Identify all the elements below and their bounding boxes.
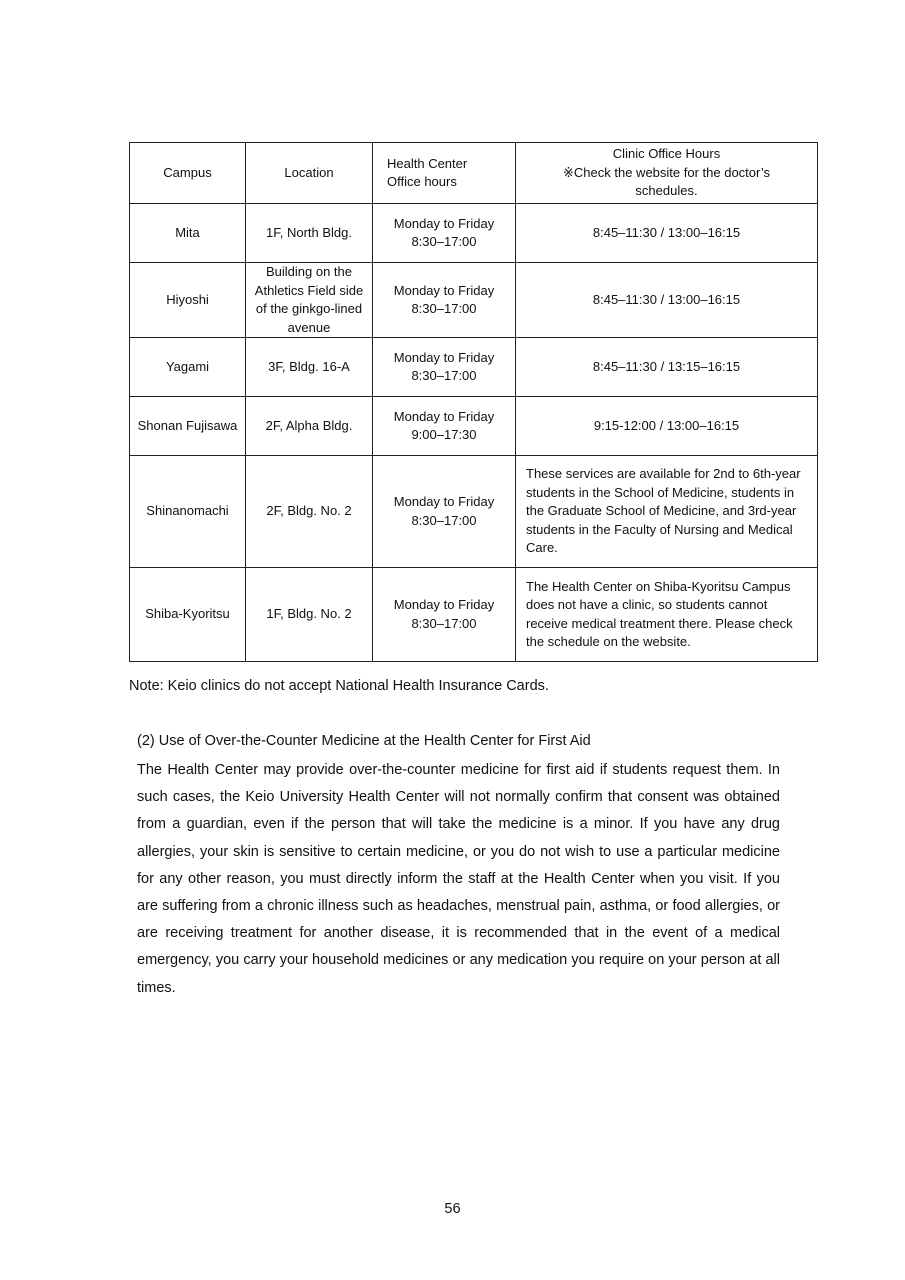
office-time: 9:00–17:30 (411, 427, 477, 442)
location-cell: 2F, Alpha Bldg. (246, 397, 373, 456)
location-cell: 3F, Bldg. 16-A (246, 338, 373, 397)
office-days: Monday to Friday (393, 494, 495, 509)
clinic-hours-cell: 8:45–11:30 / 13:15–16:15 (516, 338, 818, 397)
table-row (130, 204, 818, 263)
page-number: 56 (444, 1201, 461, 1217)
office-hours-cell (373, 263, 516, 338)
section-title: (2) Use of Over-the-Counter Medicine at the Health Center for First Aid (137, 733, 591, 749)
clinic-hours-cell: The Health Center on Shiba-Kyoritsu Campus does not have a clinic, so students cannot receive medical treatment there. Please check the schedule on the website. (516, 568, 818, 662)
location-cell: 1F, Bldg. No. 2 (246, 568, 373, 662)
campus-cell: Shonan Fujisawa (130, 397, 246, 456)
header-clinic-line1: Clinic Office Hours (612, 146, 721, 162)
campus-cell: Mita (130, 204, 246, 263)
clinic-hours-cell: 8:45–11:30 / 13:00–16:15 (516, 263, 818, 338)
insurance-note: Note: Keio clinics do not accept National Health Insurance Cards. (129, 678, 549, 694)
office-days: Monday to Friday (393, 215, 495, 231)
header-health-center-hours (373, 143, 516, 204)
header-clinic-hours (516, 143, 818, 204)
office-days: Monday to Friday (393, 349, 495, 365)
office-time: 8:30–17:00 (411, 615, 477, 631)
office-time: 8:30–17:00 (411, 301, 477, 316)
office-hours-cell (373, 338, 516, 397)
office-hours-cell (373, 456, 516, 568)
clinic-hours-cell: 9:15-12:00 / 13:00–16:15 (516, 397, 818, 456)
clinic-hours-cell: These services are available for 2nd to 6th-year students in the School of Medicine, students in the Graduate School of Medicine, and 3rd-year students in the Faculty of Nursing and Medical Care. (516, 456, 818, 568)
office-days: Monday to Friday (393, 597, 495, 612)
header-health-center-line1: Health Center (387, 155, 468, 171)
header-campus: Campus (130, 143, 246, 204)
table-row (130, 338, 818, 397)
campus-cell: Hiyoshi (130, 263, 246, 338)
table-row (130, 263, 818, 338)
health-center-table (129, 142, 818, 662)
office-time: 8:30–17:00 (411, 512, 477, 528)
table-row (130, 456, 818, 568)
table-row (130, 568, 818, 662)
office-days: Monday to Friday (393, 282, 495, 298)
campus-cell: Shinanomachi (130, 456, 246, 568)
table-row (130, 397, 818, 456)
office-time: 8:30–17:00 (411, 234, 477, 249)
campus-cell: Shiba-Kyoritsu (130, 568, 246, 662)
clinic-hours-cell: 8:45–11:30 / 13:00–16:15 (516, 204, 818, 263)
office-hours-cell (373, 568, 516, 662)
table-header-row (130, 143, 818, 204)
office-days: Monday to Friday (393, 408, 495, 424)
header-clinic-line3: schedules. (635, 183, 698, 199)
header-health-center-line2: Office hours (387, 174, 457, 189)
office-hours-cell (373, 204, 516, 263)
location-cell: 2F, Bldg. No. 2 (246, 456, 373, 568)
office-hours-cell (373, 397, 516, 456)
office-time: 8:30–17:00 (411, 368, 477, 383)
header-clinic-line2: ※Check the website for the doctor’s (563, 164, 770, 180)
header-location: Location (246, 143, 373, 204)
location-cell: 1F, North Bldg. (246, 204, 373, 263)
medicine-paragraph: The Health Center may provide over-the-counter medicine for first aid if students request them. In such cases, the Keio University Health Center will not normally confirm that consent was obtained from a guardian, even if the person that will take the medicine is a minor. If you have any drug allergies, your skin is sensitive to certain medicine, or you do not wish to use a particular medicine for any other reason, you must directly inform the staff at the Health Center when you visit. If you are suffering from a chronic illness such as headaches, menstrual pain, asthma, or food allergies, or are receiving treatment for another disease, it is recommended that in the event of a medical emergency, you carry your household medicines or any medication you require on your person at all times. (137, 762, 780, 996)
campus-cell: Yagami (130, 338, 246, 397)
location-cell: Building on the Athletics Field side of the ginkgo-lined avenue (246, 263, 373, 338)
